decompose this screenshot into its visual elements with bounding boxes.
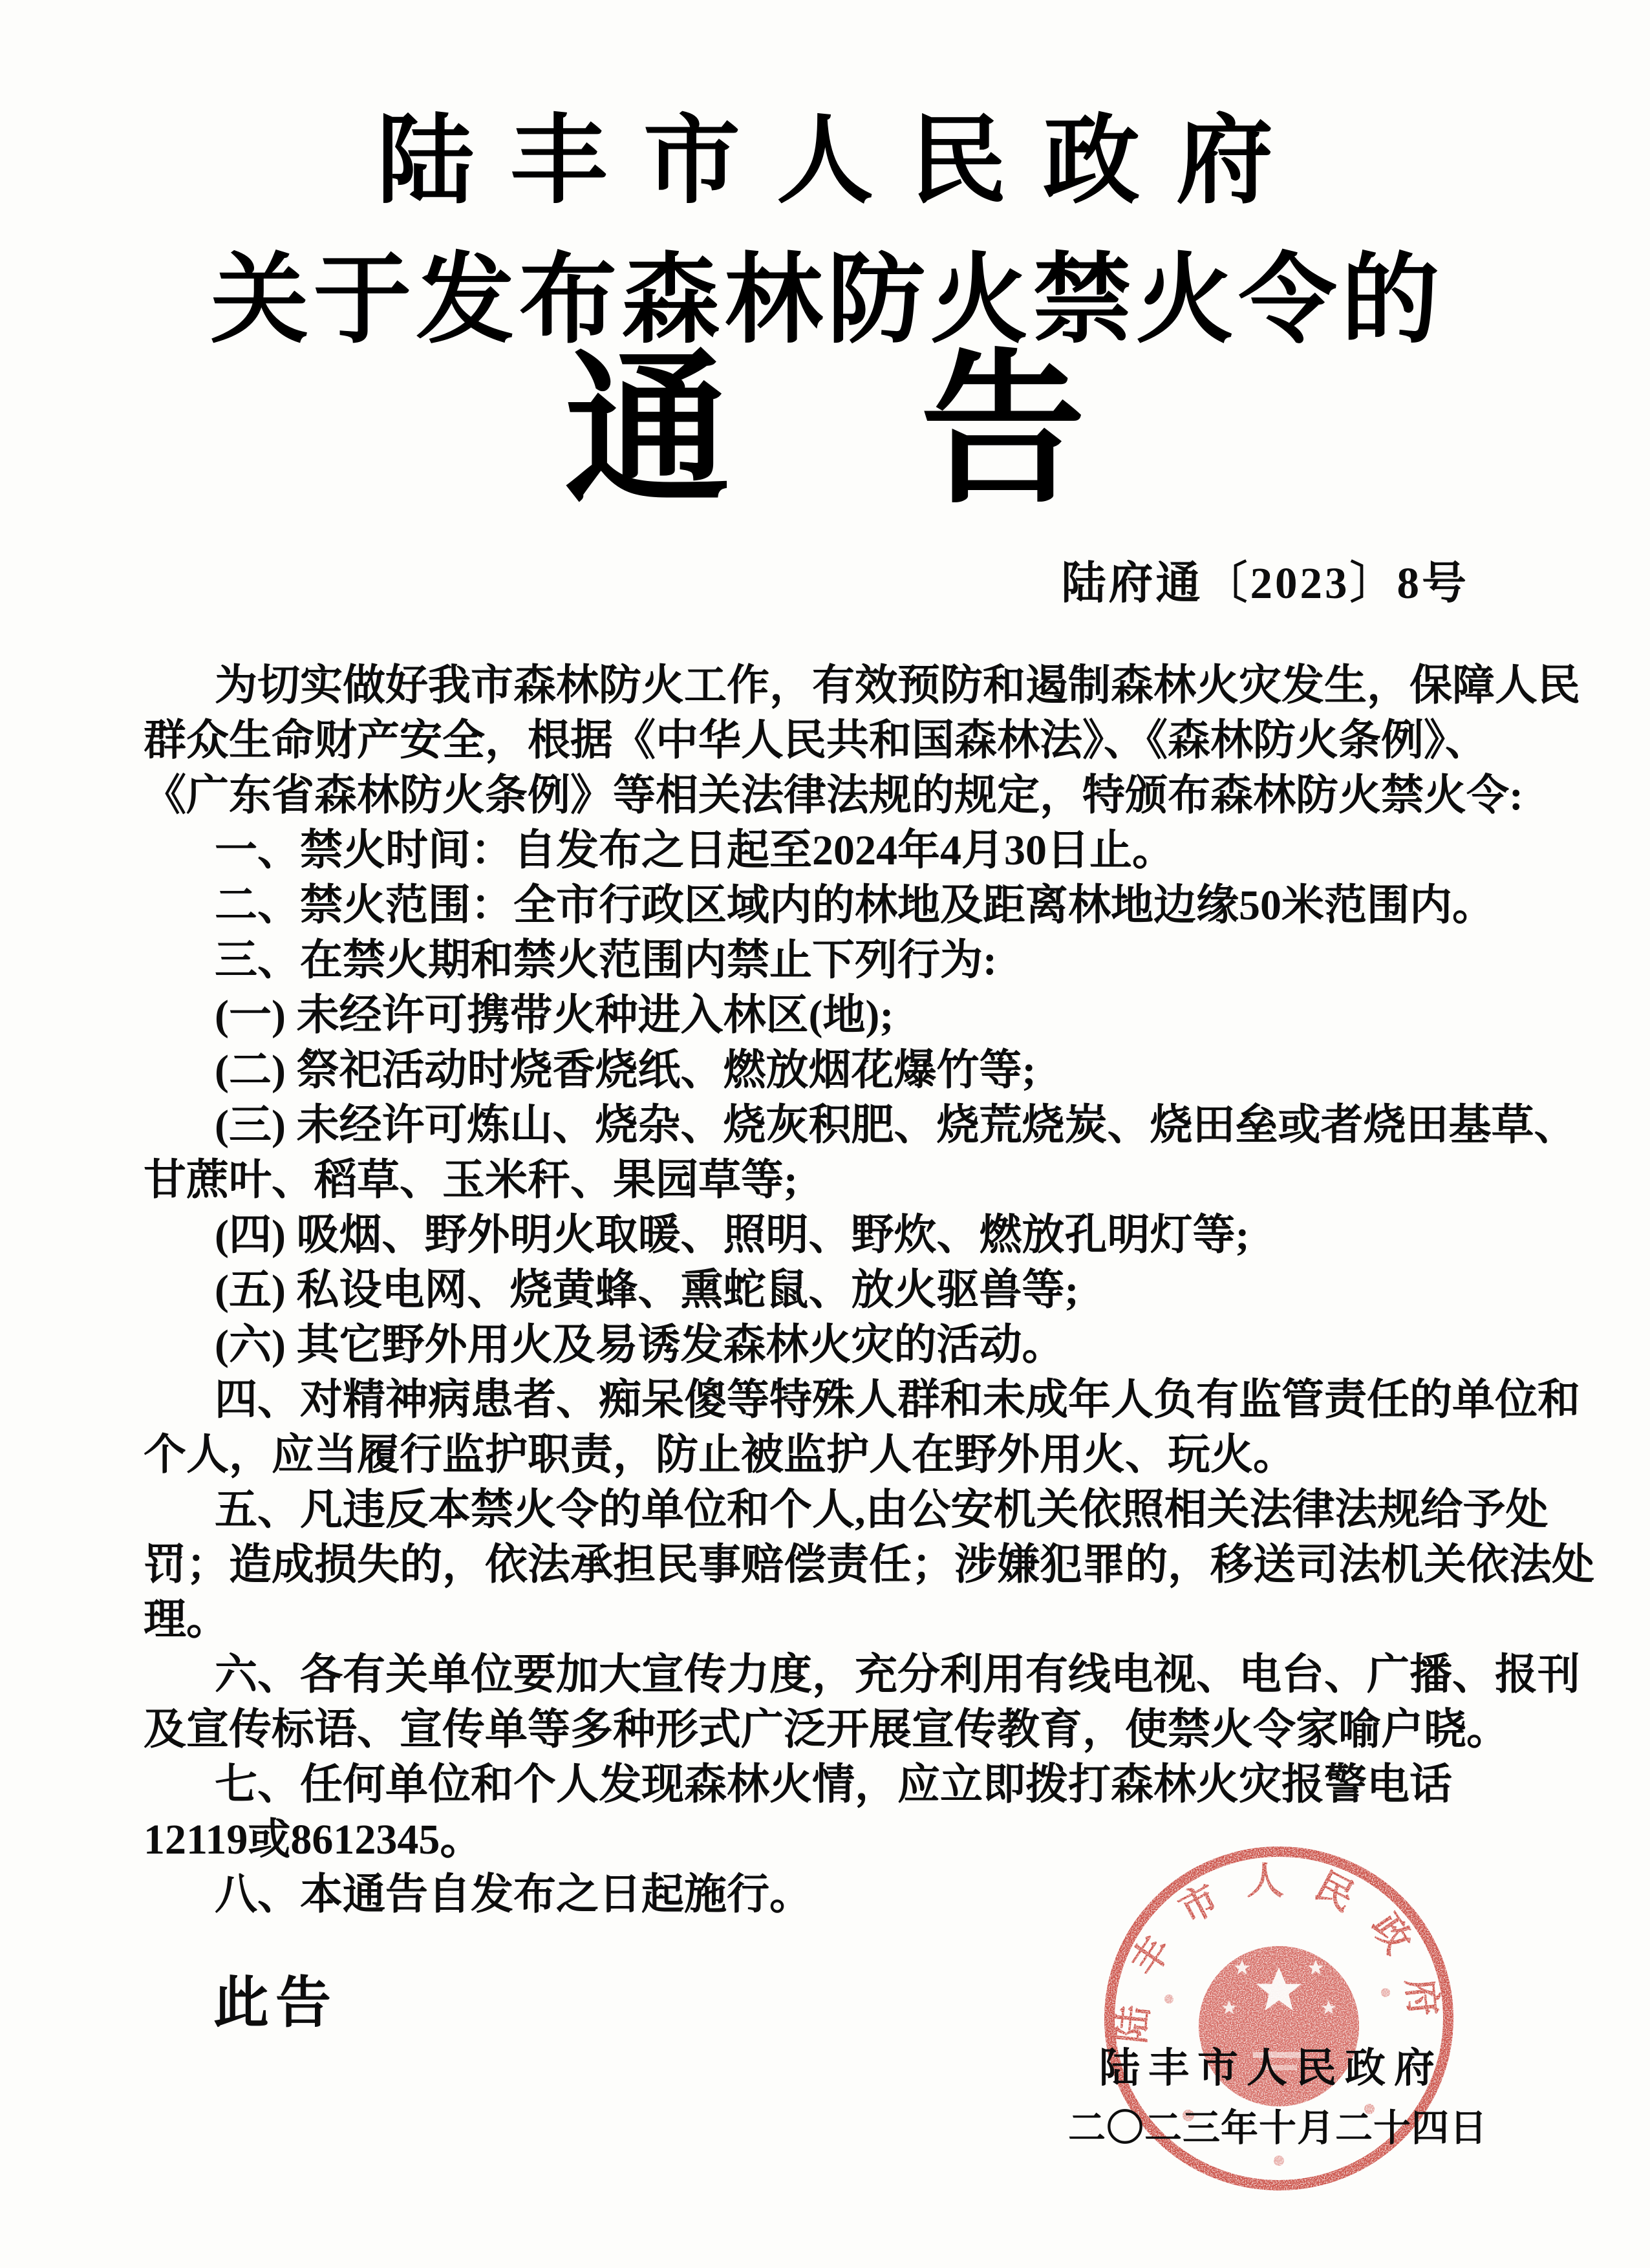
issuing-authority-title: 陆丰市人民政府 <box>376 108 1309 215</box>
signature-date: 二〇二三年十月二十四日 <box>1068 2107 1488 2149</box>
notice-title <box>0 341 1650 523</box>
document-number: 陆府通〔2023〕8号 <box>1061 559 1469 608</box>
body-line: 个人，应当履行监护职责，防止被监护人在野外用火、玩火。 <box>144 1431 1296 1479</box>
body-line: 理。 <box>144 1596 229 1643</box>
body-line: (六) 其它野外用火及易诱发森林火灾的活动。 <box>215 1321 1065 1369</box>
body-line: 八、本通告自发布之日起施行。 <box>215 1871 812 1918</box>
body-line: 及宣传标语、宣传单等多种形式广泛开展宣传教育，使禁火令家喻户晓。 <box>144 1706 1509 1753</box>
body-line: 甘蔗叶、稻草、玉米秆、果园草等; <box>144 1157 798 1204</box>
body-line: 二、禁火范围：全市行政区域内的林地及距离林地边缘50米范围内。 <box>215 882 1495 929</box>
body-line: (四) 吸烟、野外明火取暖、照明、野炊、燃放孔明灯等; <box>215 1212 1250 1259</box>
body-line: (一) 未经许可携带火种进入林区(地); <box>215 992 894 1039</box>
body-line: 七、任何单位和个人发现森林火情，应立即拨打森林火灾报警电话 <box>215 1761 1452 1808</box>
body-line: 一、禁火时间：自发布之日起至2024年4月30日止。 <box>215 827 1175 874</box>
body-line: 群众生命财产安全，根据《中华人民共和国森林法》、《森林防火条例》、 <box>144 717 1488 764</box>
body-line: 六、各有关单位要加大宣传力度，充分利用有线电视、电台、广播、报刊 <box>215 1651 1580 1698</box>
seal-arc-text: 陆丰市人民政府 <box>1110 1859 1448 2046</box>
body-line: 12119或8612345。 <box>144 1816 483 1863</box>
body-line: (二) 祭祀活动时烧香烧纸、燃放烟花爆竹等; <box>215 1047 1036 1094</box>
body-line: 四、对精神病患者、痴呆傻等特殊人群和未成年人负有监管责任的单位和 <box>215 1376 1580 1424</box>
body-line: (五) 私设电网、烧黄蜂、熏蛇鼠、放火驱兽等; <box>215 1267 1079 1314</box>
body-line: 五、凡违反本禁火令的单位和个人,由公安机关依照相关法律法规给予处 <box>215 1486 1548 1534</box>
body-line: 罚；造成损失的，依法承担民事赔偿责任；涉嫌犯罪的，移送司法机关依法处 <box>144 1541 1594 1589</box>
body-line: 为切实做好我市森林防火工作，有效预防和遏制森林火灾发生，保障人民 <box>215 662 1580 709</box>
body-line: (三) 未经许可炼山、烧杂、烧灰积肥、烧荒烧炭、烧田垒或者烧田基草、 <box>215 1102 1577 1149</box>
closing-phrase: 此告 <box>213 1972 338 2034</box>
notice-title-char-1: 通 <box>564 341 730 523</box>
signature-name: 陆丰市人民政府 <box>1099 2046 1443 2091</box>
document-body <box>144 658 1592 1922</box>
body-line: 《广东省森林防火条例》等相关法律法规的规定，特颁布森林防火禁火令: <box>144 772 1523 819</box>
document-subject-title: 关于发布森林防火禁火令的 <box>210 246 1444 355</box>
body-line: 三、在禁火期和禁火范围内禁止下列行为: <box>215 937 997 984</box>
notice-title-char-2: 告 <box>920 341 1086 523</box>
